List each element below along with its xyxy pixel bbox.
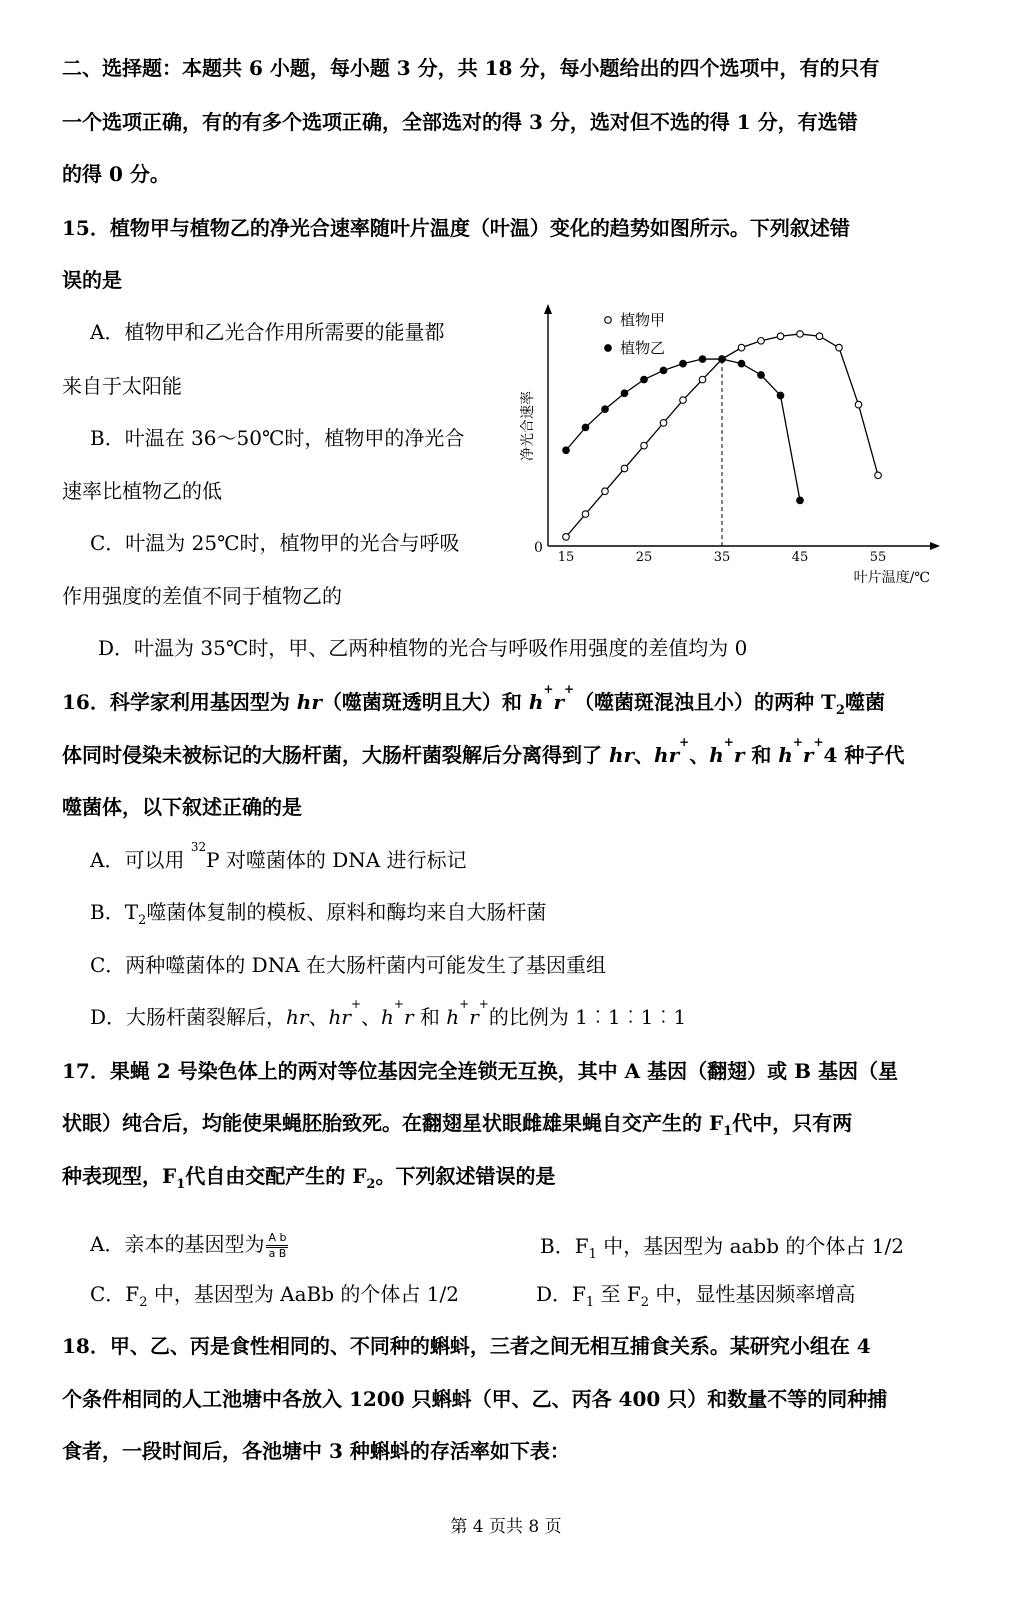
plant-jia-point: [680, 397, 687, 404]
plant-jia-point: [699, 376, 706, 383]
q15-option-a: A．植物甲和乙光合作用所需要的能量都: [90, 320, 445, 344]
q17-text: 中，基因型为 aabb 的个体占 1/2: [596, 1234, 904, 1258]
q16-text: 体同时侵染未被标记的大肠杆菌，大肠杆菌裂解后分离得到了: [62, 743, 609, 767]
q17-text: 至 F: [594, 1282, 641, 1306]
q16-gene-h: h: [381, 1005, 394, 1029]
q16-text: （噬菌斑透明且大）和: [321, 690, 529, 714]
q16-gene-h: h: [709, 743, 724, 767]
plant-yi-point: [758, 372, 765, 379]
q16-text: P 对噬菌体的 DNA 进行标记: [206, 848, 467, 872]
legend-label: 植物乙: [620, 339, 666, 357]
q17-text: B．F: [540, 1234, 589, 1258]
q16-gene-r: r: [553, 690, 564, 714]
q16-gene-r: r: [341, 1005, 351, 1029]
q16-and: 和: [413, 1005, 447, 1029]
plant-jia-point: [855, 401, 862, 408]
plant-jia-point: [738, 344, 745, 351]
q15-option-b-cont: 速率比植物乙的低: [62, 479, 222, 503]
plant-jia-point: [777, 333, 784, 340]
q17-option-c: [90, 1278, 459, 1310]
series-line-plant-yi: [566, 359, 800, 500]
q15-stem-line-2: 误的是: [62, 268, 122, 292]
q17-option-b: [540, 1230, 904, 1262]
q16-plus: +: [564, 682, 575, 696]
q17-option-d: [536, 1278, 855, 1310]
q16-sub: 2: [138, 913, 147, 928]
plant-jia-point: [816, 333, 823, 340]
q15-option-c: C．叶温为 25℃时，植物甲的光合与呼吸: [90, 531, 460, 555]
plant-yi-point: [719, 356, 726, 363]
section-header-line-2: 一个选项正确，有的有多个选项正确，全部选对的得 3 分，选对但不选的得 1 分，有选错: [62, 110, 858, 134]
q17-text: 状眼）纯合后，均能使果蝇胚胎致死。在翻翅星状眼雌雄果蝇自交产生的 F: [62, 1111, 724, 1135]
q16-sep: 、: [308, 1005, 329, 1029]
plant-jia-point: [875, 472, 882, 479]
plant-jia-point: [563, 534, 570, 541]
plant-yi-point: [797, 497, 804, 504]
q17-frac-bottom: a B: [268, 1246, 287, 1260]
plant-jia-point: [582, 511, 589, 518]
q17-sub: 2: [640, 1295, 650, 1310]
q17-sub: 1: [176, 1177, 186, 1192]
q16-gene-r: r: [733, 743, 745, 767]
q16-text: 4 种子代: [823, 743, 905, 767]
y-axis-label: 净光合速率: [520, 391, 536, 461]
q16-text: 噬菌体复制的模板、原料和酶均来自大肠杆菌: [146, 900, 547, 924]
q16-plus: +: [393, 997, 404, 1011]
legend-marker: [605, 317, 612, 324]
q17-text: 种表现型，F: [62, 1164, 177, 1188]
q17-text: D．F: [536, 1282, 586, 1306]
x-tick-label: 45: [791, 550, 809, 565]
q16-text: 16．科学家利用基因型为: [62, 690, 297, 714]
x-axis-arrow: [930, 542, 940, 550]
q16-genotype-hr: hr: [608, 743, 635, 767]
plant-jia-point: [660, 420, 667, 427]
q17-stem-line-2: [62, 1107, 852, 1139]
q16-option-d: [90, 997, 687, 1030]
y-axis-arrow: [544, 304, 552, 314]
q16-plus: +: [813, 735, 824, 749]
q18-stem-line-1: 18．甲、乙、丙是食性相同的、不同种的蝌蚪，三者之间无相互捕食关系。某研究小组在 4: [62, 1334, 871, 1358]
q16-stem-line-3: 噬菌体，以下叙述正确的是: [62, 795, 302, 819]
q16-gene-h: h: [654, 743, 669, 767]
q17-genotype-fraction: [266, 1232, 288, 1260]
q15-option-a-cont: 来自于太阳能: [62, 374, 182, 398]
x-tick-label: 15: [557, 550, 575, 565]
series-line-plant-jia: [566, 334, 878, 537]
plant-jia-point: [621, 465, 628, 472]
q17-text: C．F: [90, 1282, 140, 1306]
x-axis-label: 叶片温度/℃: [853, 570, 930, 586]
plant-jia-point: [758, 338, 765, 345]
q15-option-b: B．叶温在 36～50℃时，植物甲的净光合: [90, 426, 465, 450]
q17-sub: 1: [723, 1124, 733, 1139]
q18-stem-line-3: 食者，一段时间后，各池塘中 3 种蝌蚪的存活率如下表：: [62, 1439, 570, 1463]
q16-text: A．可以用: [90, 848, 191, 872]
q16-and: 和: [744, 743, 779, 767]
legend-marker: [605, 345, 612, 352]
q16-gene-r: r: [403, 1005, 414, 1029]
q17-stem-line-1: 17．果蝇 2 号染色体上的两对等位基因完全连锁无互换，其中 A 基因（翻翅）或 B 基因（星: [62, 1059, 898, 1083]
q16-gene-h: h: [528, 690, 544, 714]
q16-plus: +: [459, 997, 470, 1011]
q15-option-d: D．叶温为 35℃时，甲、乙两种植物的光合与呼吸作用强度的差值均为 0: [98, 636, 748, 660]
q16-gene-h: h: [446, 1005, 460, 1029]
plant-yi-point: [680, 360, 687, 367]
page-footer: 第 4 页共 8 页: [450, 1517, 562, 1537]
q16-text: 的比例为 1︰1︰1︰1: [488, 1005, 687, 1029]
q16-option-b: [90, 896, 546, 928]
q16-plus: +: [543, 682, 554, 696]
q17-option-a: [90, 1228, 288, 1260]
q15-stem-line-1: 15．植物甲与植物乙的净光合速率随叶片温度（叶温）变化的趋势如图所示。下列叙述错: [62, 216, 850, 240]
q16-stem-line-1: [62, 682, 885, 718]
q16-gene-r: r: [802, 743, 814, 767]
q16-plus: +: [679, 735, 690, 749]
plant-yi-point: [699, 356, 706, 363]
q15-option-c-cont: 作用强度的差值不同于植物乙的: [62, 584, 342, 608]
q17-text: 。下列叙述错误的是: [375, 1164, 556, 1188]
q16-gene-h: h: [328, 1005, 342, 1029]
q16-plus: +: [792, 735, 803, 749]
section-header-line-3: 的得 0 分。: [62, 162, 170, 186]
q16-text: （噬菌斑混浊且小）的两种 T: [574, 690, 836, 714]
section-header-line-1: 二、选择题：本题共 6 小题，每小题 3 分，共 18 分，每小题给出的四个选项中，有的只有: [62, 56, 880, 80]
q17-text: 代中，只有两: [732, 1111, 853, 1135]
q16-text: D．大肠杆菌裂解后，: [90, 1005, 287, 1029]
plant-jia-point: [797, 331, 804, 338]
plant-jia-point: [836, 344, 843, 351]
plant-jia-point: [602, 488, 609, 495]
q16-option-c: C．两种噬菌体的 DNA 在大肠杆菌内可能发生了基因重组: [90, 953, 606, 977]
plant-yi-point: [621, 390, 628, 397]
plant-yi-point: [582, 424, 589, 431]
q18-stem-line-2: 个条件相同的人工池塘中各放入 1200 只蝌蚪（甲、乙、丙各 400 只）和数量不等的同种捕: [62, 1387, 888, 1411]
q16-sub: 2: [835, 703, 845, 718]
plant-yi-point: [660, 367, 667, 374]
q17-text: 中，基因型为 AaBb 的个体占 1/2: [147, 1282, 459, 1306]
plant-jia-point: [641, 442, 648, 449]
legend-label: 植物甲: [620, 311, 666, 329]
q16-sep: 、: [634, 743, 655, 767]
net-photosynthesis-chart: [520, 300, 950, 600]
q16-stem-line-2: [62, 735, 905, 768]
q17-sub: 2: [139, 1295, 148, 1310]
q16-plus: +: [478, 997, 489, 1011]
q16-gene-h: h: [778, 743, 793, 767]
plant-yi-point: [641, 376, 648, 383]
q17-sub: 2: [366, 1177, 376, 1192]
plant-yi-point: [738, 360, 745, 367]
q16-text: 噬菌: [844, 690, 885, 714]
q16-sep: 、: [689, 743, 710, 767]
q16-genotype-hr: hr: [286, 1005, 309, 1029]
q16-genotype-hr: hr: [296, 690, 322, 714]
q17-sub: 1: [585, 1295, 595, 1310]
x-tick-label: 25: [635, 550, 653, 565]
q16-gene-r: r: [469, 1005, 479, 1029]
q17-text: A．亲本的基因型为: [90, 1232, 265, 1256]
x-tick-label: 55: [869, 550, 887, 565]
q17-frac-top: A b: [266, 1232, 288, 1248]
x-tick-label: 35: [713, 550, 731, 565]
q16-sup: 32: [190, 840, 207, 854]
q17-text: 代自由交配产生的 F: [185, 1164, 367, 1188]
plant-yi-point: [563, 447, 570, 454]
q16-plus: +: [350, 997, 362, 1011]
plant-yi-point: [777, 392, 784, 399]
q17-sub: 1: [588, 1247, 597, 1262]
q17-stem-line-3: [62, 1160, 555, 1192]
q17-text: 中，显性基因频率增高: [649, 1282, 856, 1306]
q16-option-a: [90, 840, 467, 873]
q16-plus: +: [723, 735, 734, 749]
q16-sep: 、: [361, 1005, 382, 1029]
q16-text: B．T: [90, 900, 139, 924]
plant-yi-point: [602, 406, 609, 413]
origin-label: 0: [534, 540, 543, 556]
q16-gene-r: r: [668, 743, 680, 767]
